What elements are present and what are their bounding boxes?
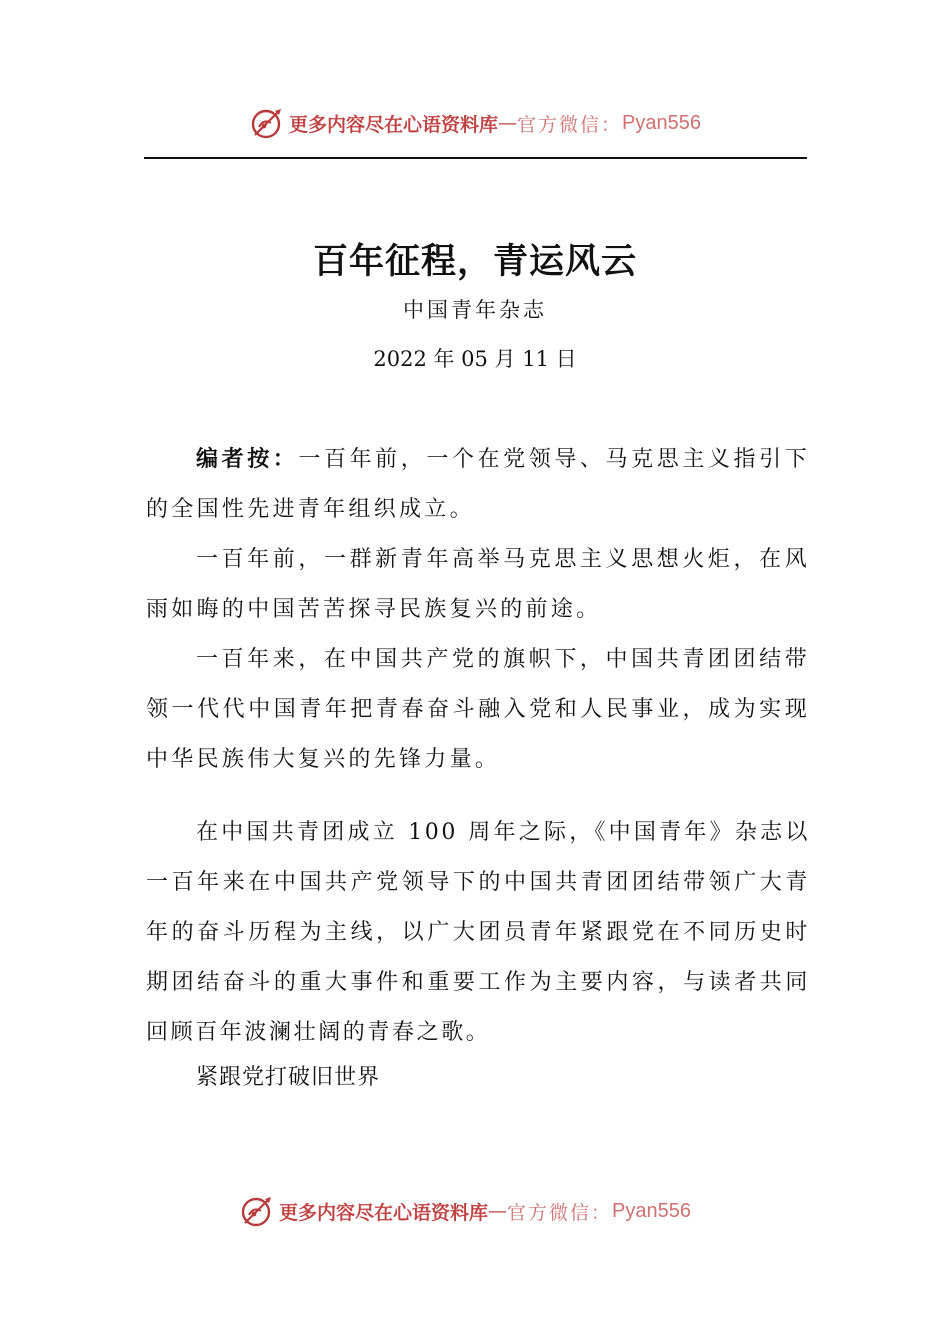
footer-banner <box>0 1189 940 1233</box>
banner-wechat-label: 官方微信： <box>507 1201 613 1224</box>
banner-dash: — <box>498 112 518 134</box>
body-paragraph: 一百年前，一群新青年高举马克思主义思想火炬，在风雨如晦的中国苦苦探寻民族复兴的前途。 <box>146 547 810 622</box>
body-paragraph: 在中国共青团成立 100 周年之际，《中国青年》杂志以一百年来在中国共产党领导下的中国共青团团结带领广大青年的奋斗历程为主线，以广大团员青年紧跟党在不同历史时期团结奋斗的重大事件和重要工作为主要内容，与读者共同回顾百年波澜壮阔的青春之歌。 <box>146 820 810 1045</box>
banner-site-text: 更多内容尽在心语资料库 <box>279 1201 489 1224</box>
editor-note-label: 编者按： <box>196 447 299 472</box>
banner-dash: — <box>488 1200 508 1222</box>
banner-wechat-id: Pyan556 <box>612 1199 691 1222</box>
section-heading: 紧跟党打破旧世界 <box>196 1065 381 1090</box>
pen-logo-icon <box>239 1193 275 1229</box>
header-divider <box>144 157 807 159</box>
paragraph-text: 一百年前，一个在党领导、马克思主义指引下的全国性先进青年组织成立。 <box>146 447 810 522</box>
banner-wechat-label: 官方微信： <box>517 113 623 136</box>
body-paragraph: 一百年来，在中国共产党的旗帜下，中国共青团团结带领一代代中国青年把青春奋斗融入党和人民事业，成为实现中华民族伟大复兴的先锋力量。 <box>146 647 810 772</box>
article-source: 中国青年杂志 <box>403 298 547 322</box>
banner-site-text: 更多内容尽在心语资料库 <box>289 113 499 136</box>
editor-note-paragraph <box>146 435 810 535</box>
article-date: 2022 年 05 月 11 日 <box>373 347 577 371</box>
header-banner <box>0 101 950 145</box>
banner-wechat-id: Pyan556 <box>622 111 701 134</box>
article-title: 百年征程，青运风云 <box>312 242 637 282</box>
pen-logo-icon <box>249 105 285 141</box>
